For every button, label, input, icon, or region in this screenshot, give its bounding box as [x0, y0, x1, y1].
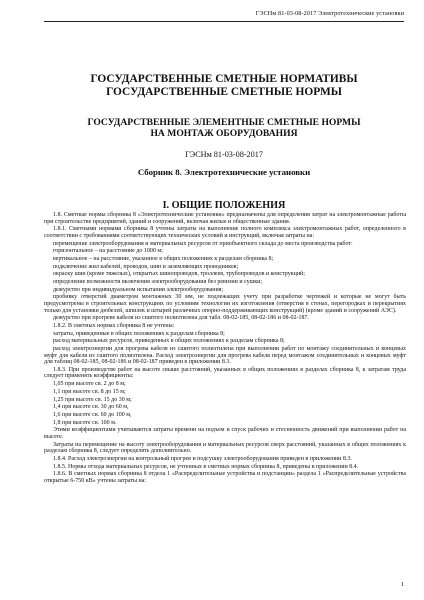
body-paragraph: подключение жил кабелей, проводов, шин и заземляющих проводников;: [53, 263, 239, 270]
body-paragraph: пробивку отверстий диаметром монтажных 30 мм, не подлежащих учету при разработке чертежей и которые не могут быть предусмотрены в строительных конструкциях по условиям технологии их изготовления (отверстия в стенах, перегородках и перекрытиях только для установки дюбелей, шпилек и штырей различных опорно-поддерживающих конструкций) (кроме зданий и сооружений АЭС).: [44, 294, 406, 314]
body-paragraph: 1.8. Сметные нормы сборника 8 «Электротехнические установки» предназначены для определения затрат на электромонтажные работы при строительстве предприятий, зданий и сооружений, включая жилые и общественные здания.: [44, 212, 406, 225]
body-paragraph: 1.8.2. В сметных нормах сборника 8 не учтены:: [53, 322, 175, 329]
body-paragraph: дежурство при индивидуальном испытании электрооборудования;: [53, 286, 224, 293]
body-paragraph: Затраты на перемещение на высоту электрооборудования и материальных ресурсов сверх расстояний, указанных в общих положениях к разделам сборника 8, следует определять дополнительно.: [44, 441, 406, 455]
collection-title: Сборник 8. Электротехнические установки: [137, 167, 311, 177]
body-paragraph: окраску шин (кроме тяжелых), открытых шинопроводов, троллеев, трубопроводов и конструкций;: [53, 271, 305, 278]
page-number: 1: [400, 581, 404, 588]
document-code: ГЭСНм 81-03-08-2017: [185, 150, 263, 159]
body-text: [44, 212, 406, 486]
body-paragraph: Этими коэффициентами учитываются затраты времени на подъем и спуск рабочих и стесненность движений при выполнении работ на высоте.: [44, 427, 406, 440]
body-paragraph: 1,4 при высоте св. 30 до 60 м,: [53, 404, 129, 411]
subtitle-text: ГОСУДАРСТВЕННЫЕ ЭЛЕМЕНТНЫЕ СМЕТНЫЕ НОРМЫ НА МОНТАЖ ОБОРУДОВАНИЯ: [87, 117, 361, 140]
body-paragraph: 1,05 при высоте св. 2 до 8 м;: [53, 381, 126, 388]
body-paragraph: 1.8.6. В сметных нормах сборника 8 отдела 1 «Распределительные устройства и подстанции» раздела 1 «Распределительные устройства открытые 6-750 кВ» учтены затраты на:: [44, 471, 406, 484]
body-paragraph: расход материальных ресурсов, приведенных в общих положениях к разделам сборника 8;: [53, 338, 285, 345]
body-paragraph: 1.8.4. Расход электроэнергии на контрольный прогрев и подсушку электрооборудования приведен в приложении 8.3.: [53, 455, 352, 462]
body-paragraph: 1.8.1. Сметными нормами сборника 8 учтены затраты на выполнение полного комплекса электромонтажных работ, определенного в соответствии с требованиями соответствующих технических условий и инструкций, включая затраты на:: [44, 226, 406, 239]
body-paragraph: 1,25 при высоте св. 15 до 30 м;: [53, 396, 132, 403]
body-paragraph: затраты, приведенные в общих положениях к разделам сборника 8;: [53, 330, 225, 337]
main-title-text: ГОСУДАРСТВЕННЫЕ СМЕТНЫЕ НОРМАТИВЫ ГОСУДАРСТВЕННЫЕ СМЕТНЫЕ НОРМЫ: [90, 73, 358, 99]
header-rule: [44, 21, 404, 22]
body-paragraph: 1.8.3. При производстве работ на высоте свыше расстояний, указанных в общих положениях в разделах сборника 8, к затратам труда следует применять коэффициенты:: [44, 366, 406, 380]
body-paragraph: 1,1 при высоте св. 8 до 15 м;: [53, 388, 126, 395]
body-paragraph: горизонтальное – на расстояние до 1000 м;: [53, 248, 163, 255]
body-paragraph: перемещение электрооборудования и материальных ресурсов от приобъектного склада до места производства работ:: [53, 240, 353, 247]
body-paragraph: 1,6 при высоте св. 60 до 100 м,: [53, 411, 132, 418]
subtitle: [44, 117, 404, 140]
body-paragraph: расход электроэнергии для прогрева кабеля из сшитого полиэтилена при выполнении работ по монтажу соединительных и концевых муфт для кабеля из сшитого полиэтилена. Расход электроэнергии для прогрева кабеля перед монтажом соединительных и концевых муфт для таблиц 08-02-185, 08-02-186 и 08-02-187 приведен в приложении 8.3.: [44, 346, 406, 366]
running-header: ГЭСНм 81-03-08-2017 Электротехнические установки: [255, 10, 404, 17]
main-title: [44, 73, 404, 99]
body-paragraph: дежурство при прогреве кабеля из сшитого полиэтилена для табл. 08-02-185, 08-02-186 и 08-02-187.: [53, 315, 310, 322]
body-paragraph: 1.8.5. Нормы отхода материальных ресурсов, не учтенных в сметных нормах сборника 8, приведены в приложении 8.4.: [53, 463, 359, 470]
section-heading: I. ОБЩИЕ ПОЛОЖЕНИЯ: [162, 200, 286, 211]
body-paragraph: вертикальное – на расстояние, указанное в общих положениях к разделам сборника 8;: [53, 255, 274, 262]
body-paragraph: определение возможности включения электрооборудования без ревизии и сушки;: [53, 279, 263, 285]
body-paragraph: 1,8 при высоте св. 100 м.: [53, 419, 117, 426]
